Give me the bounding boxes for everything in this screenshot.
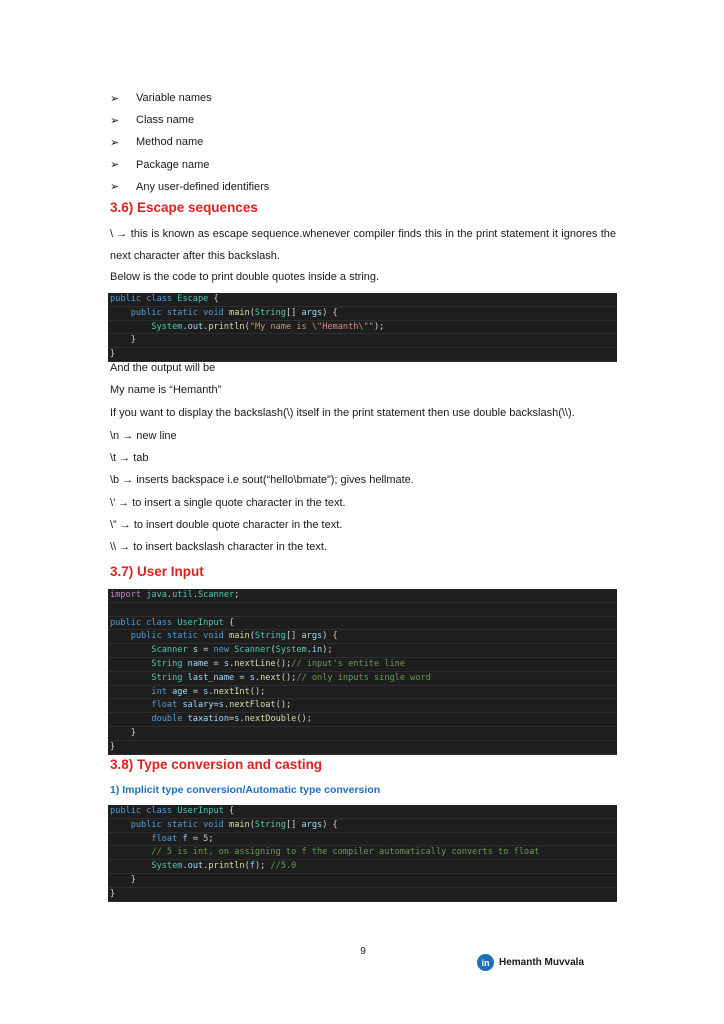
- identifier-list: [110, 87, 269, 198]
- escape-item: \n → new line: [110, 430, 177, 442]
- code-line: public class UserInput {: [108, 617, 617, 631]
- code-line: import java.util.Scanner;: [108, 589, 617, 603]
- escape-item: \t → tab: [110, 452, 149, 464]
- code-line: float f = 5;: [108, 833, 617, 847]
- code-line: [108, 603, 617, 617]
- section-heading-escape-sequences: 3.6) Escape sequences: [110, 200, 258, 215]
- code-line: }: [108, 874, 617, 888]
- code-line: System.out.println("My name is \"Hemanth\"");: [108, 321, 617, 335]
- output-example: My name is “Hemanth”: [110, 384, 222, 396]
- escape-item: \” → to insert double quote character in the text.: [110, 519, 343, 531]
- output-intro: And the output will be: [110, 362, 216, 374]
- code-line: public class UserInput {: [108, 805, 617, 819]
- code-block-implicit-conversion: [108, 805, 617, 902]
- code-line: }: [108, 334, 617, 348]
- code-line: double taxation=s.nextDouble();: [108, 713, 617, 727]
- code-line: public static void main(String[] args) {: [108, 307, 617, 321]
- linkedin-icon: in: [477, 954, 494, 971]
- escape-item: \’ → to insert a single quote character in the text.: [110, 497, 346, 509]
- code-line: }: [108, 348, 617, 362]
- code-line: int age = s.nextInt();: [108, 686, 617, 700]
- code-line: }: [108, 741, 617, 755]
- code-line: public static void main(String[] args) {: [108, 630, 617, 644]
- code-line: }: [108, 727, 617, 741]
- code-line: // 5 is int, on assigning to f the compiler automatically converts to float: [108, 846, 617, 860]
- code-line: String name = s.nextLine();// input's entite line: [108, 658, 617, 672]
- page-number: 9: [360, 946, 366, 957]
- code-line: String last_name = s.next();// only inputs single word: [108, 672, 617, 686]
- escape-description: \ → this is known as escape sequence.whenever compiler finds this in the print statement it ignores the next character after this backslash.: [110, 228, 616, 262]
- code-line: public static void main(String[] args) {: [108, 819, 617, 833]
- list-item: ➢ Method name: [110, 136, 204, 149]
- list-item: ➢ Class name: [110, 114, 195, 127]
- escape-item: \\ → to insert backslash character in the text.: [110, 541, 328, 553]
- list-item: ➢ Variable names: [110, 92, 212, 105]
- code-line: public class Escape {: [108, 293, 617, 307]
- arrow-bullet-icon: ➢: [110, 92, 120, 105]
- section-heading-type-conversion: 3.8) Type conversion and casting: [110, 757, 323, 772]
- arrow-bullet-icon: ➢: [110, 181, 120, 194]
- code-line: Scanner s = new Scanner(System.in);: [108, 644, 617, 658]
- subheading-implicit-conversion: 1) Implicit type conversion/Automatic type conversion: [110, 784, 381, 796]
- escape-code-intro: Below is the code to print double quotes inside a string.: [110, 271, 380, 283]
- arrow-bullet-icon: ➢: [110, 159, 120, 172]
- code-block-user-input: [108, 589, 617, 755]
- code-line: }: [108, 888, 617, 902]
- author-name: Hemanth Muvvala: [499, 957, 585, 968]
- section-heading-user-input: 3.7) User Input: [110, 564, 204, 579]
- arrow-bullet-icon: ➢: [110, 114, 120, 127]
- author-logo: [477, 954, 584, 971]
- code-line: System.out.println(f); //5.0: [108, 860, 617, 874]
- list-item: ➢ Any user-defined identifiers: [110, 180, 270, 194]
- code-line: float salary=s.nextFloat();: [108, 699, 617, 713]
- list-item: ➢ Package name: [110, 158, 210, 172]
- backslash-note: If you want to display the backslash(\) itself in the print statement then use double backslash(\\).: [110, 407, 575, 419]
- code-block-escape: [108, 293, 617, 362]
- arrow-bullet-icon: ➢: [110, 136, 120, 149]
- escape-item: \b → inserts backspace i.e sout(“hello\bmate”); gives hellmate.: [110, 474, 414, 486]
